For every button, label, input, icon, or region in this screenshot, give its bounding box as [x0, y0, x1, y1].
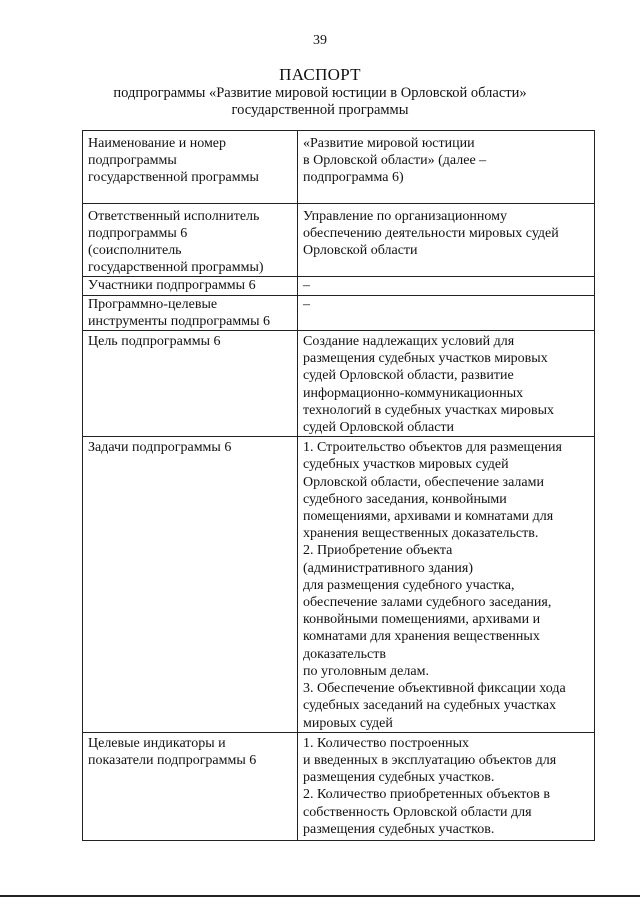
row-value-line: 2. Приобретение объекта: [303, 543, 453, 559]
row-value-line: 1. Строительство объектов для размещения: [303, 440, 562, 456]
row-value-cell: [298, 203, 595, 277]
row-value-line: собственность Орловской области для: [303, 804, 532, 820]
row-label-line: подпрограммы 6: [88, 225, 188, 241]
row-value-line: помещениями, архивами и комнатами для: [303, 509, 554, 525]
row-label-cell: [83, 295, 298, 330]
row-label-cell: [83, 277, 298, 295]
row-value-line: комнатами для хранения вещественных: [303, 629, 540, 645]
row-value-line: для размещения судебного участка,: [303, 577, 515, 593]
title-block: [0, 65, 640, 119]
row-label-line: инструменты подпрограммы 6: [88, 313, 270, 329]
row-value-cell: [298, 732, 595, 840]
row-value-line: обеспечение залами судебного заседания,: [303, 595, 552, 611]
row-value-line: доказательств: [303, 646, 386, 662]
row-value-line: размещения судебных участков.: [303, 770, 495, 786]
row-value-line: размещения судебных участков.: [303, 821, 495, 837]
bottom-rule: [0, 895, 640, 897]
row-label-line: (соисполнитель: [88, 243, 182, 259]
table-row: [83, 277, 595, 295]
row-label-line: Участники подпрограммы 6: [88, 278, 256, 294]
row-label-line: Целевые индикаторы и: [88, 735, 226, 751]
row-value-line: обеспечению деятельности мировых судей: [303, 225, 559, 241]
row-value-line: (административного здания): [303, 560, 473, 576]
table-row: [83, 295, 595, 330]
row-label-line: подпрограммы: [88, 153, 177, 169]
row-value-cell: [298, 277, 595, 295]
row-label-line: государственной программы): [88, 260, 264, 276]
row-value-line: 2. Количество приобретенных объектов в: [303, 787, 550, 803]
document-subtitle: [0, 85, 640, 119]
row-value-line: технологий в судебных участках мировых: [303, 402, 555, 418]
row-value-cell: [298, 295, 595, 330]
page-number: 39: [313, 33, 327, 48]
row-value-line: Орловской области, обеспечение залами: [303, 474, 544, 490]
row-value-line: Орловской области: [303, 243, 418, 259]
row-value-line: и введенных в эксплуатацию объектов для: [303, 752, 557, 768]
row-value-line: судей Орловской области, развитие: [303, 368, 514, 384]
row-value-line: хранения вещественных доказательств.: [303, 526, 539, 542]
row-value-line: в Орловской области» (далее –: [303, 153, 487, 169]
row-value-line: конвойными помещениями, архивами и: [303, 612, 541, 628]
row-value-line: «Развитие мировой юстиции: [303, 136, 475, 151]
row-label-line: государственной программы: [88, 170, 259, 186]
row-value-line: подпрограмма 6): [303, 170, 404, 186]
row-value-line: 1. Количество построенных: [303, 735, 470, 751]
row-label-cell: [83, 437, 298, 732]
row-value-line: Управление по организационному: [303, 208, 507, 224]
row-value-line: судей Орловской области: [303, 420, 455, 436]
row-label-line: Программно-целевые: [88, 296, 218, 312]
row-value-line: Создание надлежащих условий для: [303, 334, 515, 350]
subtitle-line: государственной программы: [231, 102, 409, 118]
subtitle-line: подпрограммы «Развитие мировой юстиции в Орловской области»: [113, 85, 527, 101]
row-value-cell: [298, 331, 595, 437]
row-value-line: 3. Обеспечение объективной фиксации хода: [303, 681, 566, 697]
row-label-line: Цель подпрограммы 6: [88, 334, 221, 350]
row-label-line: Наименование и номер: [88, 136, 227, 151]
table-row: [83, 732, 595, 840]
document-title: ПАСПОРТ: [279, 65, 361, 84]
table-row: [83, 203, 595, 277]
row-label-cell: [83, 732, 298, 840]
row-label-cell: [83, 203, 298, 277]
row-label-line: Задачи подпрограммы 6: [88, 440, 232, 456]
row-value-line: судебных заседаний на судебных участках: [303, 698, 557, 714]
row-value-line: судебных участков мировых судей: [303, 457, 509, 473]
row-value-line: по уголовным делам.: [303, 663, 429, 679]
table-row: [83, 131, 595, 204]
row-value-line: судебного заседания, конвойными: [303, 491, 507, 507]
row-value-line: –: [303, 278, 310, 294]
row-label-line: Ответственный исполнитель: [88, 208, 260, 224]
row-label-line: показатели подпрограммы 6: [88, 752, 257, 768]
row-value-line: –: [303, 296, 310, 312]
row-value-line: мировых судей: [303, 715, 393, 731]
row-value-line: размещения судебных участков мировых: [303, 351, 548, 367]
table-row: [83, 437, 595, 732]
row-label-cell: [83, 131, 298, 204]
table-row: [83, 331, 595, 437]
row-label-cell: [83, 331, 298, 437]
passport-table: [82, 130, 595, 841]
row-value-cell: [298, 131, 595, 204]
row-value-line: информационно-коммуникационных: [303, 385, 524, 401]
row-value-cell: [298, 437, 595, 732]
